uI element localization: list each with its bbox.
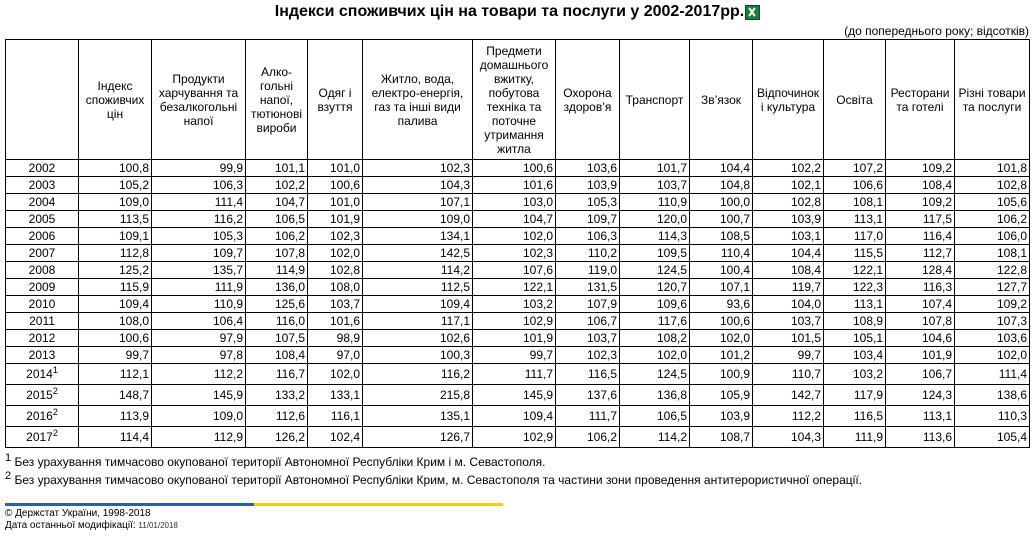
value-cell: 112,6 — [246, 406, 308, 427]
value-cell: 120,7 — [620, 279, 690, 296]
footnote-mark: 1 — [5, 452, 12, 464]
table-row — [6, 427, 1030, 448]
value-cell: 122,1 — [473, 279, 556, 296]
value-cell: 145,9 — [152, 385, 246, 406]
value-cell: 114,3 — [620, 228, 690, 245]
value-cell: 111,7 — [473, 364, 556, 385]
value-cell: 106,3 — [152, 177, 246, 194]
value-cell: 112,5 — [363, 279, 473, 296]
header-cell: Освіта — [824, 40, 886, 160]
value-cell: 122,1 — [824, 262, 886, 279]
value-cell: 100,6 — [473, 160, 556, 177]
header-cell: Житло, вода, електро-енергія, газ та інші види палива — [363, 40, 473, 160]
value-cell: 131,5 — [556, 279, 620, 296]
value-cell: 117,0 — [824, 228, 886, 245]
value-cell: 116,2 — [363, 364, 473, 385]
footnote-mark: 2 — [52, 428, 58, 438]
value-cell: 107,3 — [955, 313, 1030, 330]
value-cell: 103,4 — [824, 347, 886, 364]
value-cell: 116,5 — [824, 406, 886, 427]
value-cell: 99,7 — [473, 347, 556, 364]
value-cell: 103,7 — [308, 296, 363, 313]
value-cell: 101,9 — [473, 330, 556, 347]
table-row — [6, 364, 1030, 385]
value-cell: 104,3 — [753, 427, 824, 448]
value-cell: 107,1 — [690, 279, 753, 296]
year-cell — [6, 364, 79, 385]
value-cell: 134,1 — [363, 228, 473, 245]
value-cell: 110,4 — [690, 245, 753, 262]
value-cell: 124,5 — [620, 262, 690, 279]
value-cell: 106,3 — [556, 228, 620, 245]
value-cell: 100,8 — [79, 160, 152, 177]
value-cell: 124,3 — [886, 385, 955, 406]
header-cell: Ресторани та готелі — [886, 40, 955, 160]
year-cell — [6, 245, 79, 262]
value-cell: 106,2 — [246, 228, 308, 245]
value-cell: 102,0 — [473, 228, 556, 245]
value-cell: 101,8 — [955, 160, 1030, 177]
table-header-row — [6, 40, 1030, 160]
value-cell: 107,8 — [246, 245, 308, 262]
footnote-mark: 2 — [5, 470, 12, 482]
year-cell — [6, 330, 79, 347]
value-cell: 102,8 — [753, 194, 824, 211]
table-row — [6, 330, 1030, 347]
value-cell: 103,9 — [753, 211, 824, 228]
value-cell: 100,0 — [690, 194, 753, 211]
value-cell: 102,0 — [308, 245, 363, 262]
value-cell: 102,3 — [363, 160, 473, 177]
value-cell: 135,7 — [152, 262, 246, 279]
year-label: 2015 — [26, 388, 53, 402]
value-cell: 115,9 — [79, 279, 152, 296]
year-label: 2003 — [28, 178, 56, 192]
value-cell: 115,5 — [824, 245, 886, 262]
value-cell: 103,2 — [473, 296, 556, 313]
year-cell — [6, 160, 79, 177]
table-row — [6, 279, 1030, 296]
value-cell: 101,2 — [690, 347, 753, 364]
value-cell: 116,5 — [556, 364, 620, 385]
value-cell: 136,8 — [620, 385, 690, 406]
value-cell: 116,1 — [308, 406, 363, 427]
value-cell: 105,1 — [824, 330, 886, 347]
value-cell: 106,7 — [556, 313, 620, 330]
value-cell: 107,2 — [824, 160, 886, 177]
value-cell: 142,7 — [753, 385, 824, 406]
value-cell: 97,8 — [152, 347, 246, 364]
year-cell — [6, 279, 79, 296]
header-cell: Предмети домашнього вжитку, побутова техніка та поточне утримання житла — [473, 40, 556, 160]
value-cell: 114,2 — [363, 262, 473, 279]
value-cell: 109,0 — [363, 211, 473, 228]
value-cell: 136,0 — [246, 279, 308, 296]
year-label: 2016 — [26, 409, 53, 423]
value-cell: 109,0 — [152, 406, 246, 427]
table-row — [6, 177, 1030, 194]
value-cell: 127,7 — [955, 279, 1030, 296]
value-cell: 110,3 — [955, 406, 1030, 427]
value-cell: 126,7 — [363, 427, 473, 448]
value-cell: 106,2 — [556, 427, 620, 448]
value-cell: 104,6 — [886, 330, 955, 347]
value-cell: 101,5 — [753, 330, 824, 347]
table-row — [6, 313, 1030, 330]
value-cell: 109,4 — [363, 296, 473, 313]
header-cell: Зв’язок — [690, 40, 753, 160]
value-cell: 106,7 — [886, 364, 955, 385]
footnote — [5, 471, 862, 489]
value-cell: 108,7 — [690, 427, 753, 448]
value-cell: 138,6 — [955, 385, 1030, 406]
value-cell: 98,9 — [308, 330, 363, 347]
value-cell: 111,4 — [152, 194, 246, 211]
footnote-mark: 2 — [52, 386, 58, 396]
value-cell: 111,9 — [824, 427, 886, 448]
value-cell: 108,1 — [955, 245, 1030, 262]
value-cell: 101,6 — [308, 313, 363, 330]
value-cell: 102,8 — [955, 177, 1030, 194]
value-cell: 111,9 — [152, 279, 246, 296]
value-cell: 102,3 — [473, 245, 556, 262]
value-cell: 102,2 — [246, 177, 308, 194]
value-cell: 109,7 — [152, 245, 246, 262]
value-cell: 112,2 — [152, 364, 246, 385]
year-cell — [6, 427, 79, 448]
year-label: 2011 — [29, 314, 55, 328]
value-cell: 104,4 — [753, 245, 824, 262]
value-cell: 106,2 — [955, 211, 1030, 228]
header-cell: Транспорт — [620, 40, 690, 160]
value-cell: 104,7 — [246, 194, 308, 211]
value-cell: 100,6 — [690, 313, 753, 330]
year-cell — [6, 211, 79, 228]
table-row — [6, 385, 1030, 406]
year-label: 2009 — [28, 280, 56, 294]
value-cell: 107,8 — [886, 313, 955, 330]
value-cell: 109,1 — [79, 228, 152, 245]
table-row — [6, 347, 1030, 364]
value-cell: 103,9 — [556, 177, 620, 194]
value-cell: 107,6 — [473, 262, 556, 279]
year-cell — [6, 177, 79, 194]
value-cell: 109,6 — [620, 296, 690, 313]
value-cell: 99,9 — [152, 160, 246, 177]
value-cell: 107,5 — [246, 330, 308, 347]
value-cell: 114,4 — [79, 427, 152, 448]
value-cell: 107,9 — [556, 296, 620, 313]
value-cell: 113,1 — [886, 406, 955, 427]
year-label: 2010 — [28, 297, 56, 311]
value-cell: 110,9 — [152, 296, 246, 313]
value-cell: 105,3 — [152, 228, 246, 245]
value-cell: 108,9 — [824, 313, 886, 330]
year-cell — [6, 406, 79, 427]
value-cell: 103,1 — [753, 228, 824, 245]
value-cell: 109,4 — [473, 406, 556, 427]
value-cell: 111,7 — [556, 406, 620, 427]
value-cell: 112,8 — [79, 245, 152, 262]
footnote — [5, 453, 862, 471]
value-cell: 102,3 — [308, 228, 363, 245]
value-cell: 102,0 — [308, 364, 363, 385]
table-row — [6, 211, 1030, 228]
value-cell: 106,5 — [620, 406, 690, 427]
value-cell: 97,9 — [152, 330, 246, 347]
value-cell: 116,0 — [246, 313, 308, 330]
value-cell: 109,2 — [886, 194, 955, 211]
value-cell: 108,2 — [620, 330, 690, 347]
value-cell: 108,0 — [308, 279, 363, 296]
page-header — [0, 3, 1035, 25]
table-row — [6, 245, 1030, 262]
value-cell: 108,1 — [824, 194, 886, 211]
value-cell: 128,4 — [886, 262, 955, 279]
year-label: 2014 — [26, 367, 53, 381]
value-cell: 110,2 — [556, 245, 620, 262]
value-cell: 109,4 — [79, 296, 152, 313]
footnote-text: Без урахування тимчасово окупованої території Автономної Республіки Крим, м. Севастополя та частини зони проведення антитерористичної операції. — [14, 473, 862, 487]
value-cell: 102,6 — [363, 330, 473, 347]
value-cell: 125,6 — [246, 296, 308, 313]
value-cell: 113,9 — [79, 406, 152, 427]
value-cell: 117,9 — [824, 385, 886, 406]
table-row — [6, 160, 1030, 177]
footnote-text: Без урахування тимчасово окупованої території Автономної Республіки Крим і м. Севастополя. — [14, 455, 546, 469]
value-cell: 117,6 — [620, 313, 690, 330]
header-cell: Відпочинок і культура — [753, 40, 824, 160]
value-cell: 102,9 — [473, 427, 556, 448]
value-cell: 101,9 — [308, 211, 363, 228]
value-cell: 100,4 — [690, 262, 753, 279]
value-cell: 105,9 — [690, 385, 753, 406]
value-cell: 117,5 — [886, 211, 955, 228]
value-cell: 112,2 — [753, 406, 824, 427]
modified-date: 11/01/2018 — [138, 521, 178, 530]
value-cell: 101,7 — [620, 160, 690, 177]
value-cell: 103,6 — [556, 160, 620, 177]
value-cell: 102,0 — [690, 330, 753, 347]
value-cell: 116,7 — [246, 364, 308, 385]
value-cell: 126,2 — [246, 427, 308, 448]
value-cell: 108,0 — [79, 313, 152, 330]
value-cell: 101,0 — [308, 194, 363, 211]
year-label: 2008 — [28, 263, 56, 277]
modified-label: Дата останньої модифікації: — [5, 520, 136, 531]
value-cell: 97,0 — [308, 347, 363, 364]
value-cell: 113,5 — [79, 211, 152, 228]
value-cell: 105,6 — [955, 194, 1030, 211]
value-cell: 103,7 — [620, 177, 690, 194]
value-cell: 109,5 — [620, 245, 690, 262]
value-cell: 108,4 — [886, 177, 955, 194]
year-label: 2005 — [28, 212, 56, 226]
value-cell: 100,3 — [363, 347, 473, 364]
table-row — [6, 228, 1030, 245]
value-cell: 108,4 — [753, 262, 824, 279]
modified-info — [5, 520, 178, 531]
value-cell: 102,0 — [955, 347, 1030, 364]
year-cell — [6, 313, 79, 330]
value-cell: 113,6 — [886, 427, 955, 448]
footnotes — [5, 453, 862, 489]
value-cell: 137,6 — [556, 385, 620, 406]
year-label: 2007 — [28, 246, 56, 260]
year-cell — [6, 385, 79, 406]
value-cell: 116,4 — [886, 228, 955, 245]
header-cell: Різні товари та послуги — [955, 40, 1030, 160]
year-cell — [6, 296, 79, 313]
header-cell: Алко-гольні напої, тютюнові вироби — [246, 40, 308, 160]
value-cell: 110,9 — [620, 194, 690, 211]
value-cell: 93,6 — [690, 296, 753, 313]
value-cell: 122,3 — [824, 279, 886, 296]
value-cell: 108,5 — [690, 228, 753, 245]
value-cell: 102,0 — [620, 347, 690, 364]
value-cell: 106,0 — [955, 228, 1030, 245]
value-cell: 116,3 — [886, 279, 955, 296]
year-cell — [6, 194, 79, 211]
header-cell: Продукти харчування та безалкогольні напої — [152, 40, 246, 160]
value-cell: 100,9 — [690, 364, 753, 385]
value-cell: 107,4 — [886, 296, 955, 313]
year-cell — [6, 228, 79, 245]
value-cell: 119,7 — [753, 279, 824, 296]
value-cell: 103,7 — [753, 313, 824, 330]
table-row — [6, 194, 1030, 211]
value-cell: 105,4 — [955, 427, 1030, 448]
value-cell: 108,4 — [246, 347, 308, 364]
footnote-mark: 1 — [52, 365, 58, 375]
value-cell: 102,4 — [308, 427, 363, 448]
value-cell: 106,5 — [246, 211, 308, 228]
table-row — [6, 262, 1030, 279]
value-cell: 133,1 — [308, 385, 363, 406]
value-cell: 112,7 — [886, 245, 955, 262]
page-subtitle: (до попереднього року; відсотків) — [844, 24, 1029, 38]
value-cell: 103,0 — [473, 194, 556, 211]
value-cell: 122,8 — [955, 262, 1030, 279]
header-cell: Охорона здоров’я — [556, 40, 620, 160]
value-cell: 135,1 — [363, 406, 473, 427]
value-cell: 116,2 — [152, 211, 246, 228]
value-cell: 110,7 — [753, 364, 824, 385]
footer-color-bar — [5, 503, 503, 506]
value-cell: 119,0 — [556, 262, 620, 279]
value-cell: 145,9 — [473, 385, 556, 406]
table-row — [6, 406, 1030, 427]
value-cell: 114,9 — [246, 262, 308, 279]
value-cell: 102,1 — [753, 177, 824, 194]
value-cell: 113,1 — [824, 211, 886, 228]
header-cell: Одяг і взуття — [308, 40, 363, 160]
value-cell: 104,8 — [690, 177, 753, 194]
value-cell: 105,3 — [556, 194, 620, 211]
value-cell: 109,2 — [886, 160, 955, 177]
value-cell: 106,6 — [824, 177, 886, 194]
value-cell: 104,3 — [363, 177, 473, 194]
table-row — [6, 296, 1030, 313]
value-cell: 112,9 — [152, 427, 246, 448]
value-cell: 109,2 — [955, 296, 1030, 313]
value-cell: 107,1 — [363, 194, 473, 211]
year-label: 2017 — [26, 430, 53, 444]
value-cell: 103,7 — [556, 330, 620, 347]
value-cell: 100,6 — [79, 330, 152, 347]
value-cell: 109,7 — [556, 211, 620, 228]
year-cell — [6, 262, 79, 279]
page-title: Індекси споживчих цін на товари та послуги у 2002-2017рр. — [274, 3, 745, 20]
footnote-mark: 2 — [52, 407, 58, 417]
value-cell: 100,7 — [690, 211, 753, 228]
copyright: © Держстат України, 1998-2018 — [5, 508, 151, 519]
value-cell: 99,7 — [79, 347, 152, 364]
value-cell: 104,7 — [473, 211, 556, 228]
value-cell: 109,0 — [79, 194, 152, 211]
value-cell: 142,5 — [363, 245, 473, 262]
excel-icon[interactable] — [745, 5, 760, 20]
year-label: 2013 — [28, 348, 56, 362]
value-cell: 105,2 — [79, 177, 152, 194]
value-cell: 101,0 — [308, 160, 363, 177]
value-cell: 112,1 — [79, 364, 152, 385]
value-cell: 120,0 — [620, 211, 690, 228]
value-cell: 104,4 — [690, 160, 753, 177]
value-cell: 133,2 — [246, 385, 308, 406]
header-cell: Індекс споживчих цін — [79, 40, 152, 160]
value-cell: 125,2 — [79, 262, 152, 279]
value-cell: 102,3 — [556, 347, 620, 364]
value-cell: 111,4 — [955, 364, 1030, 385]
year-label: 2002 — [28, 161, 56, 175]
value-cell: 104,0 — [753, 296, 824, 313]
value-cell: 106,4 — [152, 313, 246, 330]
value-cell: 103,9 — [690, 406, 753, 427]
value-cell: 124,5 — [620, 364, 690, 385]
value-cell: 114,2 — [620, 427, 690, 448]
value-cell: 101,1 — [246, 160, 308, 177]
value-cell: 102,2 — [753, 160, 824, 177]
table-body — [6, 160, 1030, 448]
header-year-cell — [6, 40, 79, 160]
value-cell: 102,9 — [473, 313, 556, 330]
value-cell: 99,7 — [753, 347, 824, 364]
value-cell: 117,1 — [363, 313, 473, 330]
value-cell: 215,8 — [363, 385, 473, 406]
value-cell: 148,7 — [79, 385, 152, 406]
value-cell: 102,8 — [308, 262, 363, 279]
year-label: 2012 — [28, 331, 56, 345]
year-label: 2006 — [28, 229, 56, 243]
value-cell: 101,6 — [473, 177, 556, 194]
value-cell: 100,6 — [308, 177, 363, 194]
year-cell — [6, 347, 79, 364]
year-label: 2004 — [28, 195, 56, 209]
value-cell: 103,2 — [824, 364, 886, 385]
cpi-table — [5, 39, 1030, 448]
value-cell: 103,6 — [955, 330, 1030, 347]
value-cell: 113,1 — [824, 296, 886, 313]
value-cell: 101,9 — [886, 347, 955, 364]
